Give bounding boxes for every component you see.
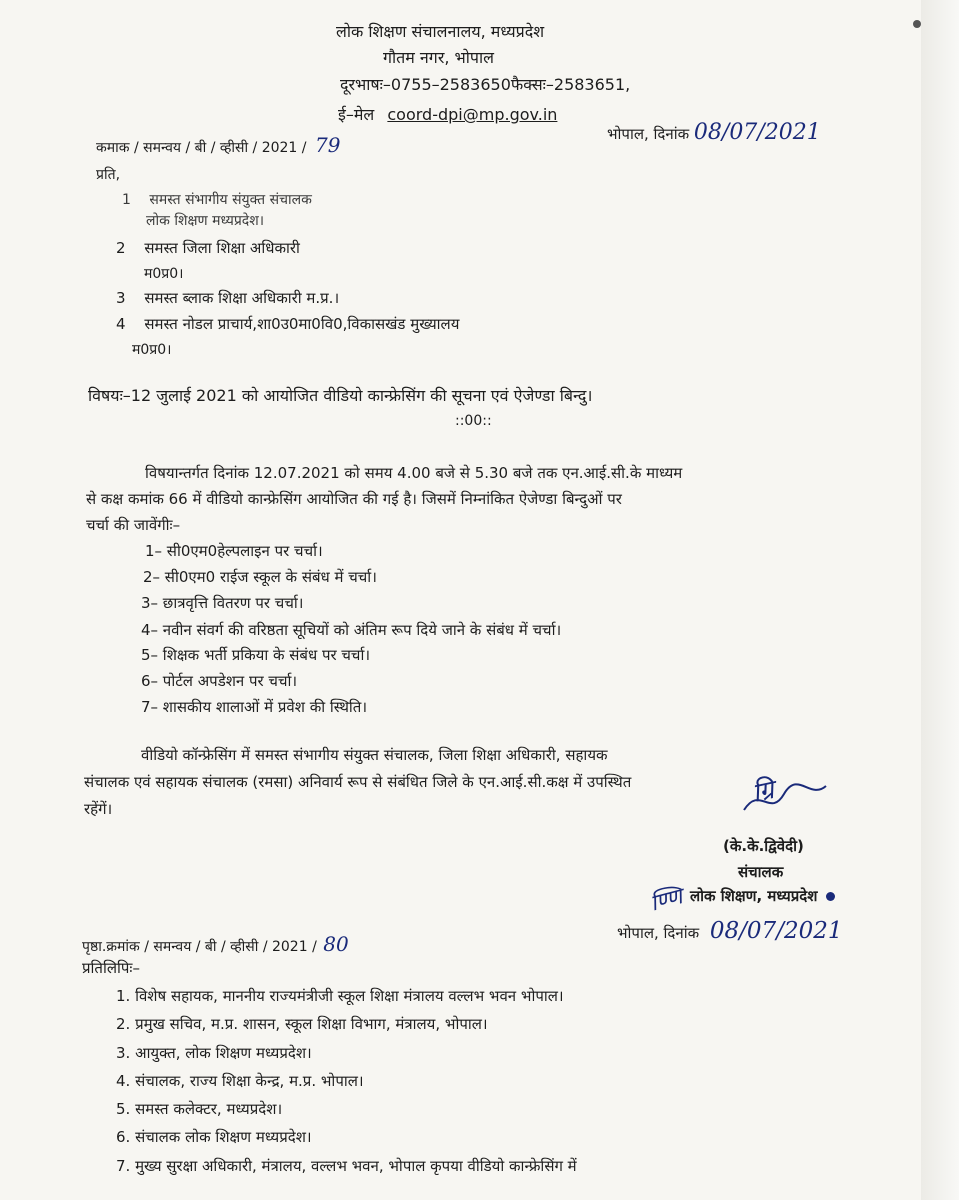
- header-phone-fax: दूरभाषः–0755–2583650फैक्सः–2583651,: [340, 75, 631, 94]
- body-para2-line3: रहेंगें।: [84, 800, 113, 818]
- recipient-line: समस्त जिला शिक्षा अधिकारी: [144, 239, 300, 257]
- agenda-item-2: 2– सी0एम0 राईज स्कूल के संबंध में चर्चा।: [143, 568, 377, 586]
- recipient-3: [116, 288, 339, 308]
- recipient-number: 3: [116, 289, 126, 307]
- page-edge-shadow: [921, 0, 959, 1200]
- body-para1-line3: चर्चा की जावेंगीः–: [86, 516, 181, 534]
- header-email-row: [338, 103, 557, 125]
- endorsement-handwritten-date: 08/07/2021: [709, 918, 843, 944]
- header-office: लोक शिक्षण संचालनालय, मध्यप्रदेश: [336, 22, 545, 41]
- body-para2-line1: वीडियो कॉन्फ्रेसिंग में समस्त संभागीय संयुक्त संचालक, जिला शिक्षा अधिकारी, सहायक: [141, 746, 608, 764]
- recipient-2: [116, 238, 300, 258]
- recipient-1: [122, 190, 312, 209]
- email-label: ई–मेल: [338, 105, 375, 124]
- copy-item-2: 2. प्रमुख सचिव, म.प्र. शासन, स्कूल शिक्षा विभाग, मंत्रालय, भोपाल।: [116, 1015, 488, 1033]
- agenda-item-3: 3– छात्रवृत्ति वितरण पर चर्चा।: [141, 594, 304, 612]
- signature-initials: ग्रि: [749, 775, 777, 809]
- copy-item-3: 3. आयुक्त, लोक शिक्षण मध्यप्रदेश।: [116, 1044, 312, 1062]
- recipient-4: [116, 314, 459, 334]
- copy-item-5: 5. समस्त कलेक्टर, मध्यप्रदेश।: [116, 1100, 283, 1118]
- reference-handwritten-number: 79: [314, 133, 341, 157]
- seal-dot: [826, 892, 835, 901]
- recipient-4-line2: म0प्र0।: [132, 342, 172, 358]
- office-text: लोक शिक्षण, मध्यप्रदेश: [690, 887, 818, 905]
- signatory-name: (के.के.द्विवेदी): [723, 837, 804, 855]
- body-para2-line2: संचालक एवं सहायक संचालक (रमसा) अनिवार्य रूप से संबंधित जिले के एन.आई.सी.कक्ष में उपस्थित: [84, 773, 632, 791]
- recipient-number: 2: [116, 239, 126, 257]
- agenda-item-6: 6– पोर्टल अपडेशन पर चर्चा।: [141, 672, 298, 690]
- endorsement-reference: [82, 932, 349, 956]
- recipient-line: समस्त ब्लाक शिक्षा अधिकारी म.प्र.।: [144, 289, 340, 307]
- subject-separator: ::00::: [455, 413, 492, 429]
- recipient-number: 4: [116, 315, 126, 333]
- recipient-number: 1: [122, 192, 131, 208]
- handwritten-date: 08/07/2021: [693, 120, 821, 145]
- recipient-2-line2: म0प्र0।: [144, 266, 184, 282]
- copy-item-6: 6. संचालक लोक शिक्षण मध्यप्रदेश।: [116, 1128, 312, 1146]
- signature-scrawl: [740, 780, 830, 820]
- agenda-item-5: 5– शिक्षक भर्ती प्रकिया के संबंध पर चर्चा।: [141, 646, 371, 664]
- agenda-item-1: 1– सी0एम0हेल्पलाइन पर चर्चा।: [145, 542, 323, 560]
- agenda-item-7: 7– शासकीय शालाओं में प्रवेश की स्थिति।: [141, 698, 368, 716]
- corner-mark: [913, 20, 921, 28]
- letter-reference: [96, 133, 340, 157]
- place-date-label: भोपाल, दिनांक: [617, 924, 700, 942]
- copy-item-1: 1. विशेष सहायक, माननीय राज्यमंत्रीजी स्कूल शिक्षा मंत्रालय वल्लभ भवन भोपाल।: [116, 987, 564, 1005]
- body-para1-line2: से कक्ष कमांक 66 में वीडियो कान्फ्रेसिंग आयोजित की गई है। जिसमें निम्नांकित ऐजेण्डा बिन्दुओं पर: [86, 490, 622, 508]
- signatory-office: [690, 886, 835, 906]
- second-signature-initials: ण्णि: [647, 884, 686, 917]
- copy-item-7: 7. मुख्य सुरक्षा अधिकारी, मंत्रालय, वल्लभ भवन, भोपाल कृपया वीडियो कान्फ्रेसिंग में: [116, 1157, 577, 1175]
- place-date-label: भोपाल, दिनांक: [607, 125, 690, 143]
- endorsement-place-date: [617, 918, 842, 944]
- recipient-1-line2: लोक शिक्षण मध्यप्रदेश।: [146, 213, 265, 229]
- copy-item-4: 4. संचालक, राज्य शिक्षा केन्द्र, म.प्र. भोपाल।: [116, 1072, 364, 1090]
- endorsement-number: पृष्ठा.क्रमांक / समन्वय / बी / व्हीसी / 2021 /: [82, 939, 317, 955]
- letter-place-date: [607, 120, 821, 145]
- to-label: प्रति,: [96, 167, 121, 183]
- subject-line: विषयः–12 जुलाई 2021 को आयोजित वीडियो कान्फ्रेसिंग की सूचना एवं ऐजेण्डा बिन्दु।: [88, 386, 593, 405]
- header-address: गौतम नगर, भोपाल: [383, 48, 495, 67]
- body-para1-line1: विषयान्तर्गत दिनांक 12.07.2021 को समय 4.00 बजे से 5.30 बजे तक एन.आई.सी.के माध्यम: [145, 464, 683, 482]
- email-address: coord-dpi@mp.gov.in: [387, 105, 558, 124]
- recipient-line: समस्त संभागीय संयुक्त संचालक: [149, 192, 312, 208]
- agenda-item-4: 4– नवीन संवर्ग की वरिष्ठता सूचियों को अंतिम रूप दिये जाने के संबंध में चर्चा।: [141, 621, 562, 639]
- copy-label: प्रतिलिपिः–: [82, 959, 140, 977]
- reference-number: कमाक / समन्वय / बी / व्हीसी / 2021 /: [96, 140, 307, 156]
- signatory-designation: संचालक: [738, 863, 784, 881]
- recipient-line: समस्त नोडल प्राचार्य,शा0उ0मा0वि0,विकासखंड मुख्यालय: [144, 315, 460, 333]
- endorsement-handwritten-number: 80: [323, 932, 349, 956]
